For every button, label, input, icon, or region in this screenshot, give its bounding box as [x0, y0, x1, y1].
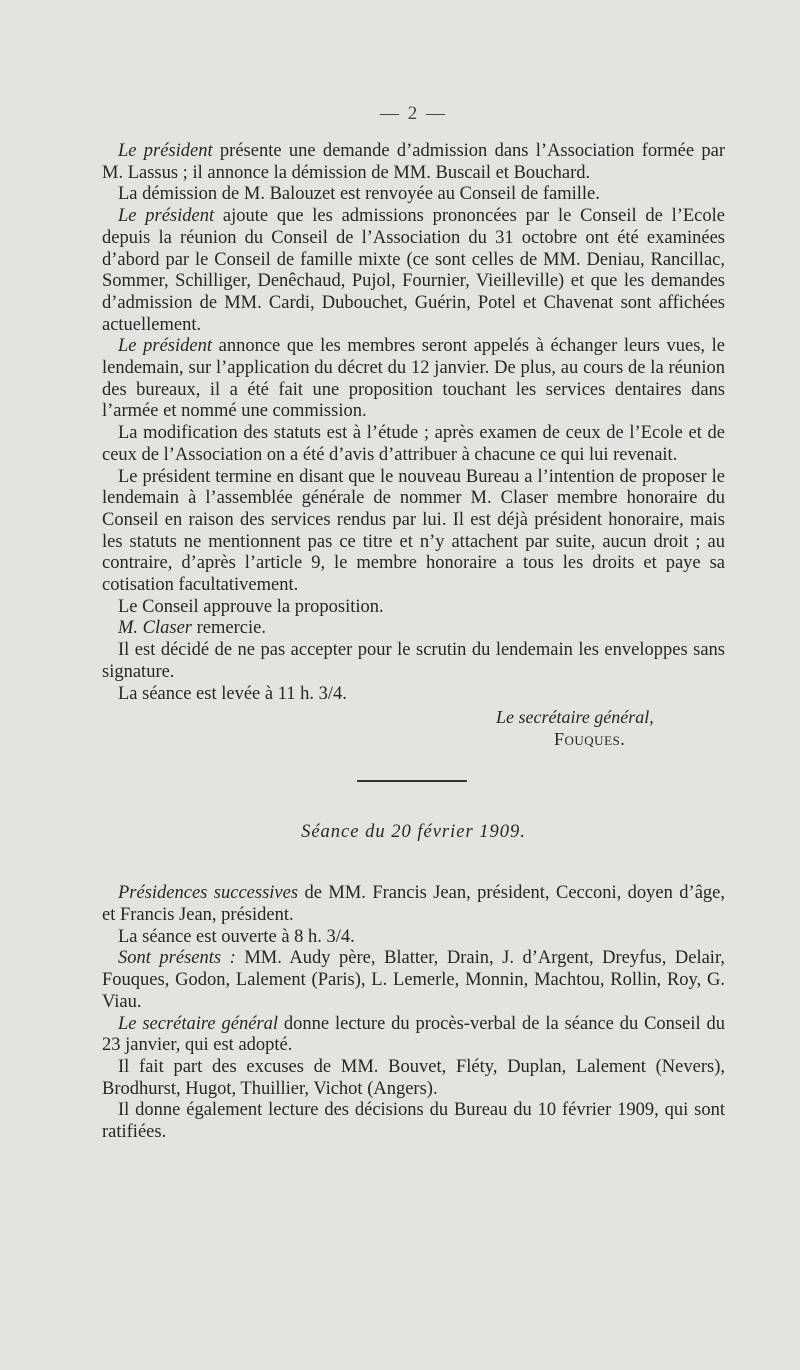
paragraph — [102, 618, 725, 640]
lead-phrase: Le président — [118, 206, 215, 227]
paragraph-text: de MM. Francis Jean, président, Cecconi, doyen d’âge, et Francis Jean, président. — [102, 883, 725, 925]
paragraph-text: La séance est levée à 11 h. 3/4. — [118, 683, 347, 704]
paragraph — [102, 141, 725, 184]
signature-title: Le secrétaire général, — [496, 707, 654, 728]
paragraph — [102, 423, 725, 466]
paragraph-text: Il est décidé de ne pas accepter pour le scrutin du lendemain les enveloppes sans signature. — [102, 640, 725, 682]
paragraph — [102, 1100, 725, 1143]
paragraph-text: La modification des statuts est à l’étude ; après examen de ceux de l’Ecole et de ceux de l’Association on a été d’avis d’attribuer à chacune ce qui lui revenait. — [102, 423, 725, 465]
paragraph — [102, 927, 725, 949]
paragraph-text: La démission de M. Balouzet est renvoyée au Conseil de famille. — [118, 184, 600, 205]
paragraph — [102, 1014, 725, 1057]
signature-name: Fouques. — [554, 728, 626, 749]
paragraph-text: annonce que les membres seront appelés à échanger leurs vues, le lendemain, sur l’application du décret du 12 janvier. De plus, au cours de la réunion des bureaux, il a été fait une proposition touchant les services dentaires dans l’armée et nommé une commission. — [102, 336, 725, 422]
paragraph-text: donne lecture du procès-verbal de la séance du Conseil du 23 janvier, qui est adopté. — [102, 1013, 725, 1056]
paragraph — [102, 1057, 725, 1100]
paragraph-text: Le président termine en disant que le nouveau Bureau a l’intention de proposer le lendemain à l’assemblée générale de nommer M. Claser membre honoraire du Conseil en raison des services rendus par lui. Il est déjà président honoraire, mais les statuts ne mentionnent pas ce titre et n’y attachent par suite, aucun droit ; au contraire, d’après l’article 9, le membre honoraire a tous les droits et paye sa cotisation facultativement. — [102, 466, 725, 596]
section-divider — [357, 780, 467, 782]
paragraph-text: Le Conseil approuve la proposition. — [118, 596, 384, 617]
signature-block — [102, 707, 725, 750]
lead-phrase: Sont présents : — [118, 948, 236, 969]
paragraph — [102, 206, 725, 336]
paragraph — [102, 684, 725, 706]
lead-phrase: Le président — [118, 336, 212, 357]
lead-phrase: Le président — [118, 141, 213, 161]
paragraph-text: Il fait part des excuses de MM. Bouvet, Fléty, Duplan, Lalement (Nevers), Brodhurst, Hugot, Thuillier, Vichot (Angers). — [102, 1056, 725, 1099]
paragraph-text: remercie. — [192, 618, 266, 639]
paragraph — [102, 883, 725, 926]
paragraph-text: MM. Audy père, Blatter, Drain, J. d’Argent, Dreyfus, Delair, Fouques, Godon, Lalement (Paris), L. Lemerle, Monnin, Machtou, Rollin, Roy, G. Viau. — [102, 948, 725, 1012]
paragraph-text: ajoute que les admissions prononcées par le Conseil de l’Ecole depuis la réunion du Conseil de l’Association du 31 octobre ont été examinées d’abord par le Conseil de famille mixte (ce sont celles de MM. Deniau, Rancillac, Sommer, Schilliger, Denêchaud, Pujol, Fournier, Vieilleville) et que les demandes d’admission de MM. Cardi, Dubouchet, Guérin, Potel et Chavenat sont affichées actuellement. — [102, 206, 725, 335]
paragraph — [102, 597, 725, 619]
paragraph-text: La séance est ouverte à 8 h. 3/4. — [118, 926, 355, 947]
paragraph-text: présente une demande d’admission dans l’Association formée par M. Lassus ; il annonce la démission de MM. Buscail et Bouchard. — [102, 141, 725, 183]
minutes-section-1 — [102, 141, 725, 705]
lead-phrase: Présidences successives — [118, 883, 299, 904]
paragraph-text: Il donne également lecture des décisions du Bureau du 10 février 1909, qui sont ratifiées. — [102, 1100, 725, 1143]
lead-phrase: Le secrétaire général — [118, 1013, 279, 1034]
minutes-section-2 — [102, 883, 725, 1143]
paragraph — [102, 640, 725, 683]
paragraph — [102, 948, 725, 1013]
page-number: — 2 — — [380, 103, 447, 124]
section-title: Séance du 20 février 1909. — [301, 822, 526, 843]
paragraph — [102, 336, 725, 423]
paragraph — [102, 467, 725, 597]
lead-phrase: M. Claser — [118, 618, 192, 639]
paragraph — [102, 184, 725, 206]
